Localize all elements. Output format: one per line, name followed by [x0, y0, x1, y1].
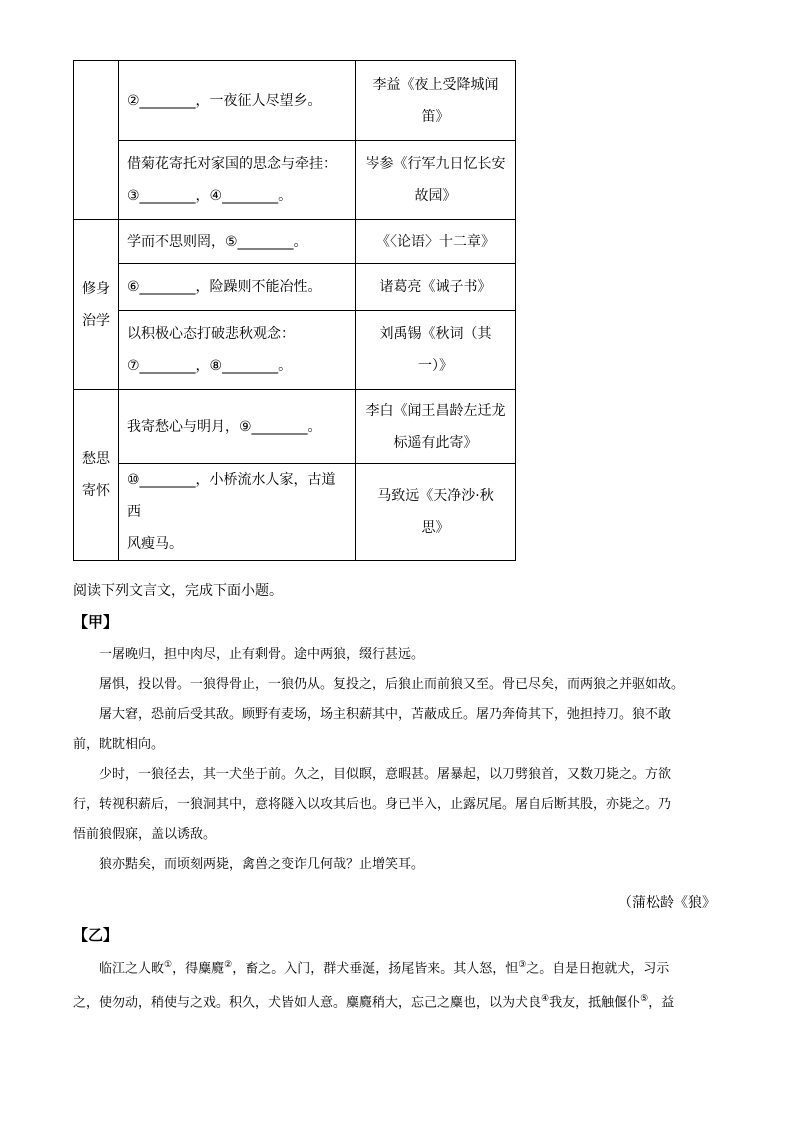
category-cell [74, 390, 119, 561]
category-label: 寄怀 [82, 483, 110, 499]
text-run: ，得麋麑 [172, 961, 225, 977]
source-line: 李益《夜上受降城闻 [372, 76, 499, 93]
source-line: 笛》 [421, 108, 450, 125]
footnote-marker: ② [224, 960, 233, 970]
content-cell [119, 311, 356, 390]
passage-line: 行，转视积薪后，一狼洞其中，意将隧入以攻其后也。身已半入，止露尻尾。屠自后断其股，亦毙之。乃 [73, 797, 672, 812]
passage-line [73, 984, 733, 1018]
source-cell [356, 464, 516, 561]
content-line: 以积极心态打破悲秋观念： [127, 326, 295, 342]
poem-table [73, 60, 516, 561]
text-run: 我友，抵触偃仆 [549, 995, 641, 1011]
category-label: 治学 [82, 312, 110, 329]
passage-line: 屠大窘，恐前后受其敌。顾野有麦场，场主积薪其中，苫蔽成丘。屠乃奔倚其下，弛担持刀。狼不敢 [73, 707, 672, 722]
passage-line: 前，眈眈相向。 [73, 737, 165, 752]
yi-passage [73, 950, 733, 1019]
category-label: 修身 [82, 280, 110, 297]
table-row [74, 464, 516, 561]
source-line: 岑参《行军九日忆长安 [365, 156, 506, 172]
content-line: ③________，④________。 [127, 188, 293, 204]
jia-attribution: （蒲松龄《狼》 [618, 895, 716, 911]
text-run: 临江之人畋 [73, 961, 165, 977]
instruction-text: 阅读下列文言文，完成下面小题。 [73, 583, 283, 599]
category-cell [74, 61, 119, 220]
source-cell [356, 390, 516, 464]
table-row [74, 220, 516, 264]
content-line: ⑦________，⑧________。 [127, 358, 293, 374]
content-cell [119, 464, 356, 561]
content-line: ⑥________，险躁则不能冶性。 [127, 279, 322, 295]
content-cell [119, 264, 356, 311]
category-cell [74, 220, 119, 390]
text-run: ，益 [648, 995, 675, 1011]
source-line: 一）》 [418, 358, 453, 374]
source-line: 标遥有此寄》 [393, 434, 478, 451]
passage-line: 屠惧，投以骨。一狼得骨止，一狼仍从。复投之，后狼止而前狼又至。骨已尽矣，而两狼之并驱如故。 [73, 677, 685, 692]
passage-line: 狼亦黠矣，而顷刻两毙，禽兽之变诈几何哉？止增笑耳。 [73, 857, 425, 872]
source-cell [356, 220, 516, 264]
table-row [74, 264, 516, 311]
source-line: 诸葛亮《诫子书》 [379, 279, 492, 295]
text-run: 之，使勿动，稍使与之戏。积久，犬皆如人意。麋麑稍大，忘己之麋也，以为犬良 [73, 995, 542, 1011]
source-line: 马致远《天净沙·秋 [377, 488, 494, 504]
table-row [74, 61, 516, 141]
content-line: 风瘦马。 [127, 536, 183, 552]
footnote-marker: ⑤ [640, 994, 649, 1005]
section-heading-yi: 【乙】 [73, 926, 119, 944]
source-cell [356, 311, 516, 390]
passage-line: 悟前狼假寐，盖以诱敌。 [73, 827, 217, 842]
source-line: 李白《闻王昌龄左迁龙 [365, 402, 506, 419]
passage-line [73, 950, 733, 984]
content-cell [119, 141, 356, 220]
source-line: 《〈论语〉十二章》 [376, 233, 495, 250]
source-cell [356, 264, 516, 311]
source-line: 故园》 [414, 188, 457, 204]
content-line: 我寄愁心与明月，⑨________。 [127, 418, 322, 435]
table-row [74, 390, 516, 464]
source-line: 刘禹锡《秋词（其 [379, 326, 492, 342]
source-line: 思》 [421, 520, 450, 536]
passage-line: 一屠晚归，担中肉尽，止有剩骨。途中两狼，缀行甚远。 [73, 647, 425, 662]
content-line: 借菊花寄托对家国的思念与牵挂： [127, 156, 337, 172]
footnote-marker: ④ [541, 994, 550, 1005]
text-run: ，畜之。入门，群犬垂涎，扬尾皆来。其人怒，怛 [232, 961, 519, 977]
source-cell [356, 141, 516, 220]
content-cell [119, 61, 356, 141]
section-heading-jia: 【甲】 [73, 613, 119, 631]
table-row [74, 311, 516, 390]
footnote-marker: ③ [518, 960, 527, 970]
text-run: 之。自是日抱就犬，习示 [526, 961, 670, 977]
footnote-marker: ① [164, 960, 173, 970]
passage-line: 少时，一狼径去，其一犬坐于前。久之，目似瞑，意暇甚。屠暴起，以刀劈狼首，又数刀毙之。方欲 [73, 767, 672, 782]
content-line: ②________，一夜征人尽望乡。 [127, 92, 322, 109]
content-line: ⑩________，小桥流水人家，古道西 [127, 472, 336, 520]
content-cell [119, 220, 356, 264]
table-row [74, 141, 516, 220]
content-line: 学而不思则罔，⑤________。 [127, 233, 308, 250]
jia-passage [73, 640, 733, 880]
content-cell [119, 390, 356, 464]
category-label: 愁思 [82, 451, 110, 467]
source-cell [356, 61, 516, 141]
